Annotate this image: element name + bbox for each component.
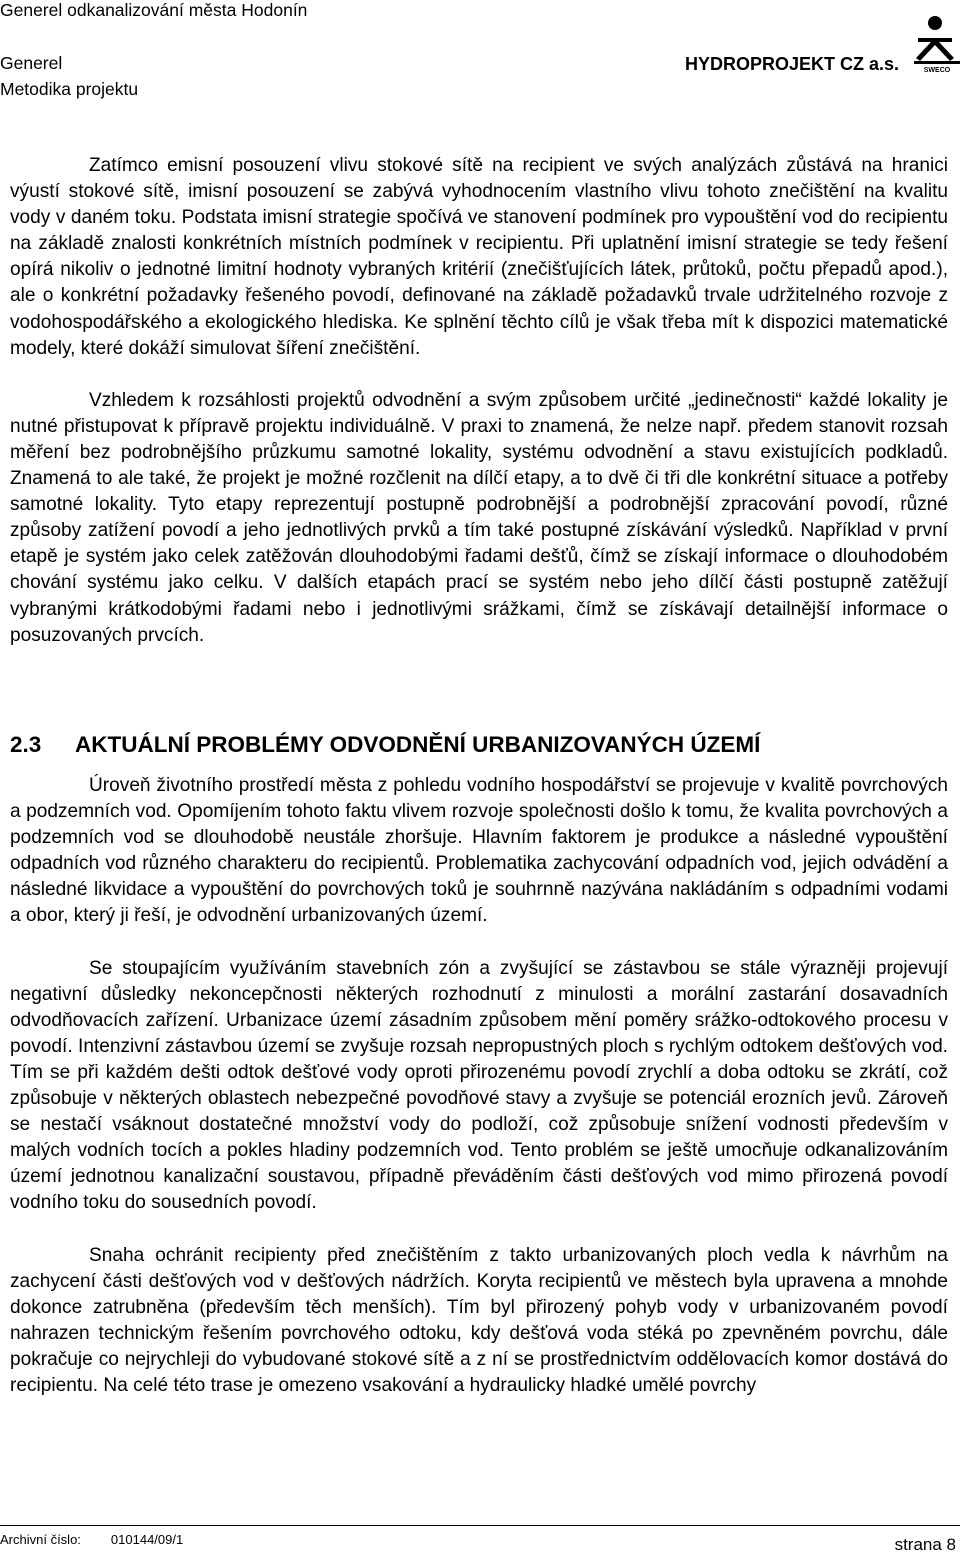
archive-label: Archivní číslo: (0, 1532, 81, 1547)
paragraph: Se stoupajícím využíváním stavebních zón a zvyšující se zástavbou se stále výrazněji projevují negativní důsledky nekoncepčnosti některých rozhodnutí z minulosti a morální zastarání dosavadních odvodňovacích zařízení. Urbanizace území zásadním způsobem mění poměry srážko-odtokového procesu v povodí. Intenzivní zástavbou území se zvyšuje rozsah nepropustných ploch s rychlým odtokem dešťových vod. Tím se při každém dešti odtok dešťové vody oproti přirozenému povodí zrychlí a doba odtoku se zkrátí, což způsobuje v některých oblastech nebezpečné povodňové stavy a zvyšuje se potenciál erozních jevů. Zároveň se nestačí vsáknout dostatečné množství vody do podloží, což způsobuje snížení vodnosti především v malých vodních tocích a pokles hladiny podzemních vod. Tento problém se ještě umocňuje odkanalizováním území jednotnou kanalizační soustavou, případně převáděním části dešťových vod mimo přirozená povodí vodního toku do sousedních povodí. (10, 957, 948, 1214)
section-title: AKTUÁLNÍ PROBLÉMY ODVODNĚNÍ URBANIZOVANÝCH ÚZEMÍ (75, 732, 761, 757)
footer-divider (0, 1525, 960, 1526)
document-subtitle-methodology: Metodika projektu (0, 79, 139, 99)
logo-wordmark: SWECO (923, 67, 951, 74)
body-bottom (10, 773, 948, 1399)
sweco-logo-icon (914, 14, 960, 74)
page-header (0, 0, 960, 100)
paragraph: Zatímco emisní posouzení vlivu stokové sítě na recipient ve svých analýzách zůstává na hranici výustí stokové sítě, imisní posouzení se zabývá vyhodnocením vlastního vlivu tohoto znečištění na kvalitu vody v daném toku. Podstata imisní strategie spočívá ve stanovení podmínek pro vypouštění vod do recipientu na základě znalosti konkrétních místních podmínek v recipientu. Při uplatnění imisní strategie se tedy řešení opírá nikoliv o jednotné limitní hodnoty vybraných kritérií (znečišťujících látek, průtoků, počtu přepadů apod.), ale o konkrétní požadavky řešeného povodí, definované na základě požadavků trvale udržitelného rozvoje z vodohospodářského a ekologického hlediska. Ke splnění těchto cílů je však třeba mít k dispozici matematické modely, které dokáží simulovat šíření znečištění. (10, 155, 948, 359)
paragraph: Snaha ochránit recipienty před znečištěním z takto urbanizovaných ploch vedla k návrhům na zachycení části dešťových vod v dešťových nádržích. Koryta recipientů ve městech byla upravena a mnohde dokonce zatrubněna (především těch menších). Tím byl přirozený pohyb vody v urbanizovaném povodí nahrazen technickým řešením povrchového odtoku, kdy dešťová voda stéká po zpevněném povrchu, dále pokračuje co nejrychleji do vybudované stokové sítě a z ní se prostřednictvím oddělovacích komor dostává do recipientu. Na celé této trase je omezeno vsakování a hydraulicky hladké umělé povrchy (10, 1244, 948, 1396)
body-top (10, 153, 948, 649)
footer-archive (0, 1532, 183, 1547)
company-name: HYDROPROJEKT CZ a.s. (685, 54, 900, 74)
page-number: strana 8 (894, 1535, 956, 1554)
document-title: Generel odkanalizování města Hodonín (0, 0, 308, 20)
section-heading (10, 730, 948, 760)
section-number: 2.3 (10, 732, 42, 757)
paragraph: Vzhledem k rozsáhlosti projektů odvodnění a svým způsobem určité „jedinečnosti“ každé lokality je nutné přistupovat k přípravě projektu individuálně. V praxi to znamená, že nelze např. předem stanovit rozsah měření bez podrobnějšího průzkumu samotné lokality, systému odvodnění a stavu existujících podkladů. Znamená to ale také, že projekt je možné rozčlenit na dílčí etapy, a to dvě či tři dle konkrétní situace a potřeby samotné lokality. Tyto etapy reprezentují postupně podrobnější a podrobnější zpracování povodí, různé způsoby zatížení povodí a jeho jednotlivých prvků a tím také postupné získávání výsledků. Například v první etapě je systém jako celek zatěžován dlouhodobými řadami dešťů, čímž se získají informace o dlouhodobém chování systému jako celku. V dalších etapách prací se systém nebo jeho dílčí části postupně zatěžují vybranými krátkodobými řadami nebo i jednotlivými srážkami, čímž se získávají detailnější informace o posuzovaných prvcích. (10, 389, 948, 646)
paragraph: Úroveň životního prostředí města z pohledu vodního hospodářství se projevuje v kvalitě povrchových a podzemních vod. Opomíjením tohoto faktu vlivem rozvoje společnosti došlo k tomu, že kvalita povrchových a podzemních vod se dlouhodobě neustále zhoršuje. Hlavním faktorem je produkce a následné vypouštění odpadních vod různého charakteru do recipientů. Problematika zachycování odpadních vod, jejich odvádění a následné likvidace a vypouštění do povrchových toků je souhrnně nazývána nakládáním s odpadními vodami a obor, který ji řeší, je odvodnění urbanizovaných území. (10, 775, 948, 927)
archive-number: 010144/09/1 (110, 1532, 184, 1547)
document-subtitle-generel: Generel (0, 53, 63, 73)
